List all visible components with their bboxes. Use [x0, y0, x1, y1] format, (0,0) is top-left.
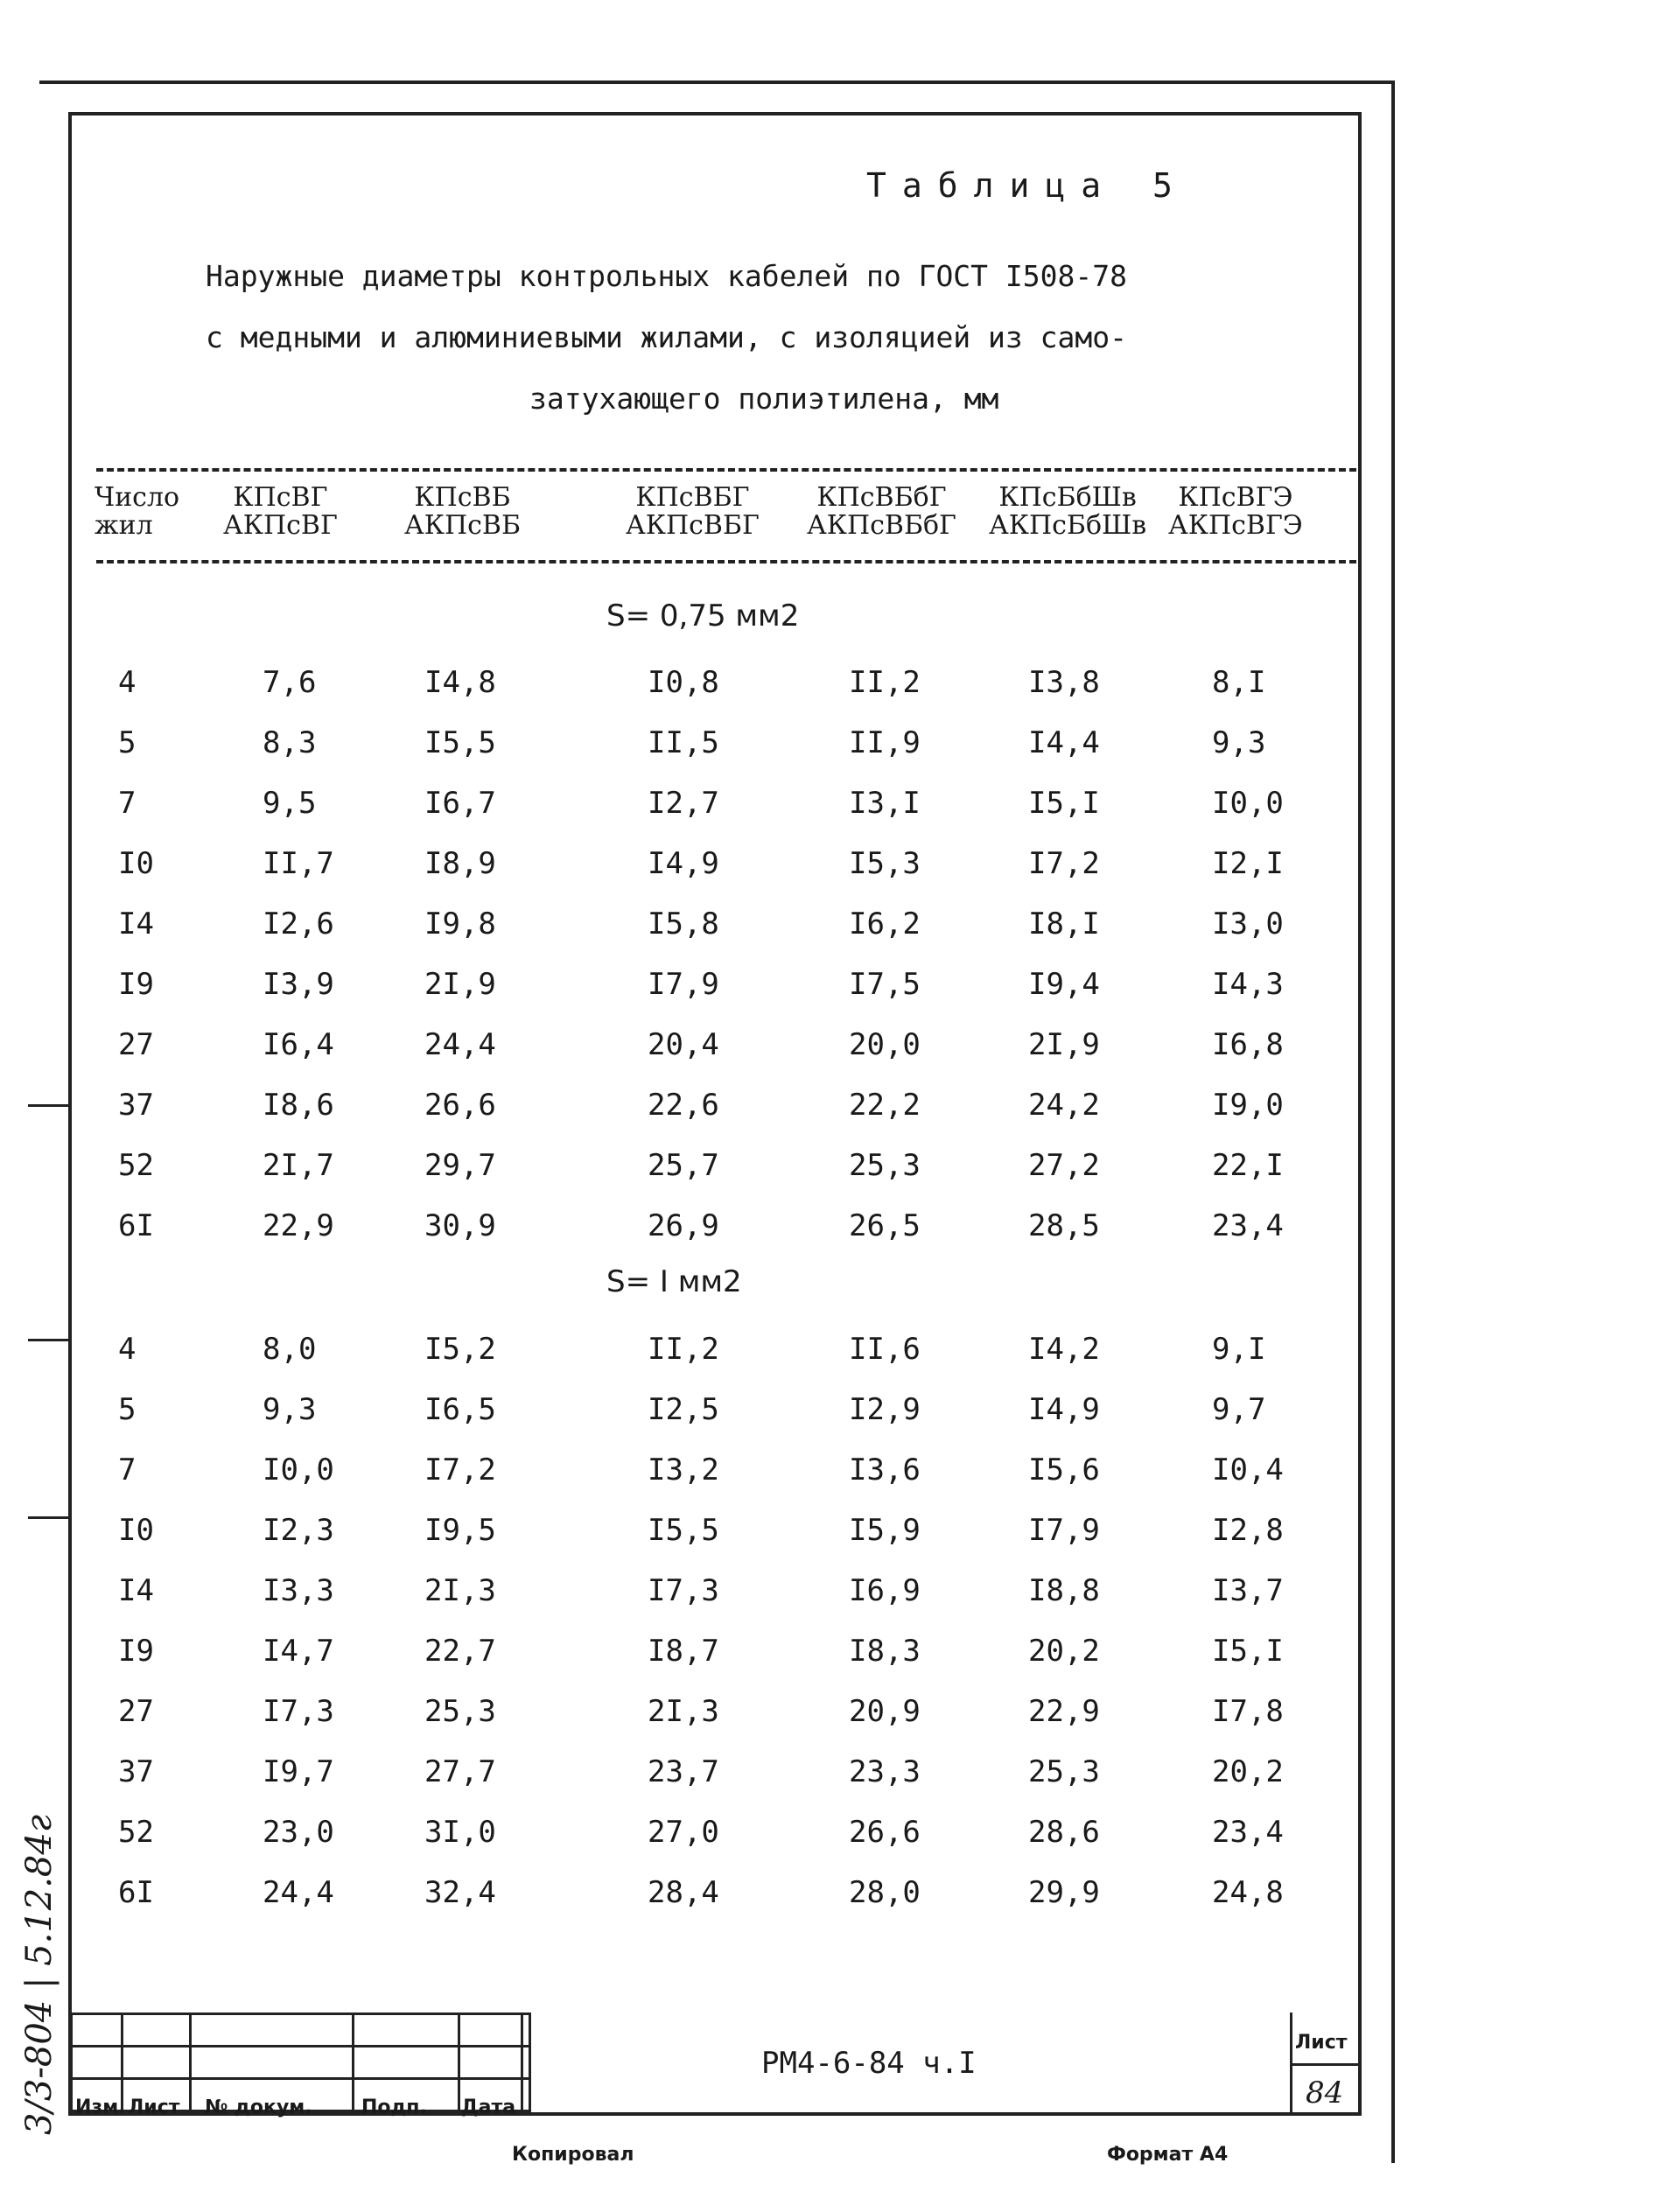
cell-diameter: I8,8	[1028, 1573, 1100, 1608]
copied-by-label: Копировал	[512, 2144, 634, 2166]
stamp-label-sign: Подп.	[361, 2096, 427, 2118]
cell-diameter: 7,6	[263, 665, 317, 700]
cell-diameter: 2I,3	[424, 1573, 496, 1608]
cell-diameter: I0,8	[648, 665, 719, 700]
cell-diameter: I5,I	[1212, 1634, 1284, 1669]
cell-diameter: 23,4	[1212, 1815, 1284, 1850]
cell-diameter: II,2	[849, 665, 921, 700]
cell-diameter: 9,7	[1212, 1392, 1266, 1427]
cell-diameter: I4,4	[1028, 725, 1100, 760]
cell-diameter: II,6	[849, 1332, 921, 1367]
col-header-kpsvb: КПсВБ АКПсВБ	[404, 482, 521, 541]
header-top-rule	[96, 468, 1356, 472]
cell-diameter: I4,7	[263, 1634, 334, 1669]
cell-diameter: 20,0	[849, 1027, 921, 1062]
cell-conductor-count: 6I	[118, 1875, 154, 1910]
cell-diameter: I4,9	[648, 846, 719, 881]
cell-diameter: I6,7	[424, 786, 496, 821]
cell-diameter: I0,0	[1212, 786, 1284, 821]
cell-diameter: II,5	[648, 725, 719, 760]
cell-diameter: 2I,9	[1028, 1027, 1100, 1062]
cell-conductor-count: 37	[118, 1088, 154, 1123]
margin-tick	[28, 1339, 68, 1341]
header-bottom-rule	[96, 560, 1356, 564]
cell-diameter: I3,6	[849, 1452, 921, 1488]
heading-line-1: Наружные диаметры контрольных кабелей по ГОСТ I508-78	[206, 259, 1127, 293]
cell-diameter: 27,0	[648, 1815, 719, 1850]
cell-conductor-count: 27	[118, 1694, 154, 1729]
section-label-1: S= I мм2	[606, 1264, 742, 1299]
cell-diameter: I9,7	[263, 1754, 334, 1789]
sheet-number: 84	[1306, 2076, 1344, 2110]
cell-conductor-count: I0	[118, 1513, 154, 1548]
cell-diameter: 9,3	[1212, 725, 1266, 760]
cell-conductor-count: 27	[118, 1027, 154, 1062]
cell-diameter: I2,7	[648, 786, 719, 821]
cell-diameter: I7,9	[648, 967, 719, 1002]
cell-diameter: I3,9	[263, 967, 334, 1002]
cell-diameter: I4,8	[424, 665, 496, 700]
cell-diameter: 28,5	[1028, 1208, 1100, 1243]
cell-diameter: I5,5	[648, 1513, 719, 1548]
cell-diameter: I4,9	[1028, 1392, 1100, 1427]
cell-diameter: 8,I	[1212, 665, 1266, 700]
cell-diameter: I4,2	[1028, 1332, 1100, 1367]
stamp-label-date: Дата	[461, 2096, 516, 2118]
stamp-label-docnum: № докум.	[205, 2096, 312, 2118]
cell-diameter: II,9	[849, 725, 921, 760]
cell-diameter: 8,0	[263, 1332, 317, 1367]
cell-diameter: 2I,9	[424, 967, 496, 1002]
cell-diameter: 25,3	[1028, 1754, 1100, 1789]
heading-line-3: затухающего полиэтилена, мм	[529, 382, 999, 416]
cell-diameter: I7,2	[424, 1452, 496, 1488]
cell-diameter: 29,9	[1028, 1875, 1100, 1910]
cell-diameter: I0,4	[1212, 1452, 1284, 1488]
cell-diameter: 23,4	[1212, 1208, 1284, 1243]
cell-conductor-count: 5	[118, 725, 137, 760]
cell-diameter: 27,7	[424, 1754, 496, 1789]
cell-diameter: 3I,0	[424, 1815, 496, 1850]
cell-diameter: 9,5	[263, 786, 317, 821]
cell-diameter: I6,4	[263, 1027, 334, 1062]
cell-diameter: I0,0	[263, 1452, 334, 1488]
cell-conductor-count: 52	[118, 1815, 154, 1850]
cell-diameter: 24,2	[1028, 1088, 1100, 1123]
margin-tick	[28, 1104, 68, 1107]
cell-diameter: 24,4	[263, 1875, 334, 1910]
section-label-075: S= 0,75 мм2	[606, 598, 800, 634]
cell-diameter: II,2	[648, 1332, 719, 1367]
cell-conductor-count: 6I	[118, 1208, 154, 1243]
cell-diameter: 20,2	[1212, 1754, 1284, 1789]
cell-diameter: 20,2	[1028, 1634, 1100, 1669]
cell-diameter: 27,2	[1028, 1148, 1100, 1183]
cell-diameter: I9,4	[1028, 967, 1100, 1002]
cell-diameter: 26,6	[849, 1815, 921, 1850]
cell-diameter: 25,3	[849, 1148, 921, 1183]
cell-conductor-count: 5	[118, 1392, 137, 1427]
cell-diameter: I5,2	[424, 1332, 496, 1367]
stamp-label-change: Изм.	[75, 2096, 126, 2118]
sheet-label: Лист	[1295, 2032, 1348, 2054]
cell-diameter: I7,8	[1212, 1694, 1284, 1729]
cell-diameter: 22,9	[1028, 1694, 1100, 1729]
col-header-kpsvbg: КПсВБГ АКПсВБГ	[626, 482, 760, 541]
cell-conductor-count: 4	[118, 1332, 137, 1367]
col-header-kpsvbbg: КПсВБбГ АКПсВБбГ	[807, 482, 956, 541]
cell-conductor-count: I9	[118, 967, 154, 1002]
handwritten-side-note: 3/3-804 | 5.12.84г	[19, 1814, 60, 2135]
cell-conductor-count: 37	[118, 1754, 154, 1789]
sheet-divider	[1290, 2063, 1362, 2066]
col-header-kpsvge: КПсВГЭ АКПсВГЭ	[1168, 482, 1303, 541]
cell-diameter: 20,4	[648, 1027, 719, 1062]
cell-conductor-count: I4	[118, 1573, 154, 1608]
cell-diameter: 26,6	[424, 1088, 496, 1123]
cell-diameter: 26,9	[648, 1208, 719, 1243]
cell-diameter: 20,9	[849, 1694, 921, 1729]
format-label: Формат А4	[1107, 2144, 1229, 2166]
cell-diameter: I5,I	[1028, 786, 1100, 821]
cell-diameter: I6,5	[424, 1392, 496, 1427]
outer-frame-top	[39, 80, 1394, 84]
cell-diameter: I6,9	[849, 1573, 921, 1608]
cell-diameter: I5,6	[1028, 1452, 1100, 1488]
cell-diameter: 23,3	[849, 1754, 921, 1789]
cell-diameter: I5,8	[648, 906, 719, 942]
cell-diameter: 22,6	[648, 1088, 719, 1123]
cell-diameter: I9,5	[424, 1513, 496, 1548]
cell-diameter: I7,3	[263, 1694, 334, 1729]
cell-diameter: I6,8	[1212, 1027, 1284, 1062]
cell-diameter: I8,I	[1028, 906, 1100, 942]
cell-diameter: 24,4	[424, 1027, 496, 1062]
cell-diameter: I8,3	[849, 1634, 921, 1669]
cell-diameter: I5,3	[849, 846, 921, 881]
cell-diameter: I3,8	[1028, 665, 1100, 700]
cell-diameter: 2I,3	[648, 1694, 719, 1729]
cell-diameter: 25,7	[648, 1148, 719, 1183]
cell-diameter: 22,2	[849, 1088, 921, 1123]
cell-diameter: I7,3	[648, 1573, 719, 1608]
cell-diameter: 8,3	[263, 725, 317, 760]
cell-diameter: I3,I	[849, 786, 921, 821]
cell-diameter: 23,0	[263, 1815, 334, 1850]
outer-frame-right	[1391, 80, 1395, 2163]
margin-tick	[28, 1516, 68, 1519]
cell-conductor-count: 4	[118, 665, 137, 700]
cell-conductor-count: I0	[118, 846, 154, 881]
cell-diameter: I7,2	[1028, 846, 1100, 881]
table-title: Таблица 5	[866, 166, 1188, 205]
cell-diameter: 25,3	[424, 1694, 496, 1729]
cell-diameter: 22,7	[424, 1634, 496, 1669]
cell-diameter: I2,I	[1212, 846, 1284, 881]
cell-diameter: 22,9	[263, 1208, 334, 1243]
cell-diameter: I4,3	[1212, 967, 1284, 1002]
cell-conductor-count: 52	[118, 1148, 154, 1183]
stamp-label-sheet: Лист	[128, 2096, 180, 2118]
col-header-count: Число жил	[95, 482, 180, 541]
cell-diameter: I5,5	[424, 725, 496, 760]
cell-diameter: I3,2	[648, 1452, 719, 1488]
cell-diameter: I8,6	[263, 1088, 334, 1123]
cell-diameter: 24,8	[1212, 1875, 1284, 1910]
cell-diameter: I3,0	[1212, 906, 1284, 942]
cell-diameter: I8,7	[648, 1634, 719, 1669]
cell-diameter: I2,6	[263, 906, 334, 942]
document-code: РМ4-6-84 ч.I	[761, 2046, 977, 2081]
cell-diameter: I7,9	[1028, 1513, 1100, 1548]
cell-diameter: 32,4	[424, 1875, 496, 1910]
col-header-kpsbbshv: КПсБбШв АКПсБбШв	[989, 482, 1147, 541]
cell-diameter: I6,2	[849, 906, 921, 942]
cell-diameter: I8,9	[424, 846, 496, 881]
cell-diameter: 28,4	[648, 1875, 719, 1910]
cell-conductor-count: I9	[118, 1634, 154, 1669]
cell-diameter: 26,5	[849, 1208, 921, 1243]
heading-line-2: с медными и алюминиевыми жилами, с изоляцией из само-	[206, 320, 1127, 354]
col-header-kpsvg: КПсВГ АКПсВГ	[223, 482, 338, 541]
cell-conductor-count: 7	[118, 1452, 137, 1488]
cell-diameter: 9,I	[1212, 1332, 1266, 1367]
cell-diameter: 22,I	[1212, 1148, 1284, 1183]
cell-diameter: 28,0	[849, 1875, 921, 1910]
cell-diameter: I2,5	[648, 1392, 719, 1427]
cell-diameter: I2,8	[1212, 1513, 1284, 1548]
cell-diameter: I9,8	[424, 906, 496, 942]
cell-diameter: II,7	[263, 846, 334, 881]
cell-diameter: 9,3	[263, 1392, 317, 1427]
cell-diameter: 23,7	[648, 1754, 719, 1789]
cell-diameter: I3,7	[1212, 1573, 1284, 1608]
cell-diameter: I9,0	[1212, 1088, 1284, 1123]
cell-diameter: 29,7	[424, 1148, 496, 1183]
cell-diameter: I5,9	[849, 1513, 921, 1548]
cell-diameter: 28,6	[1028, 1815, 1100, 1850]
cell-diameter: 30,9	[424, 1208, 496, 1243]
cell-conductor-count: 7	[118, 786, 137, 821]
cell-conductor-count: I4	[118, 906, 154, 942]
cell-diameter: 2I,7	[263, 1148, 334, 1183]
cell-diameter: I2,3	[263, 1513, 334, 1548]
cell-diameter: I7,5	[849, 967, 921, 1002]
cell-diameter: I3,3	[263, 1573, 334, 1608]
cell-diameter: I2,9	[849, 1392, 921, 1427]
